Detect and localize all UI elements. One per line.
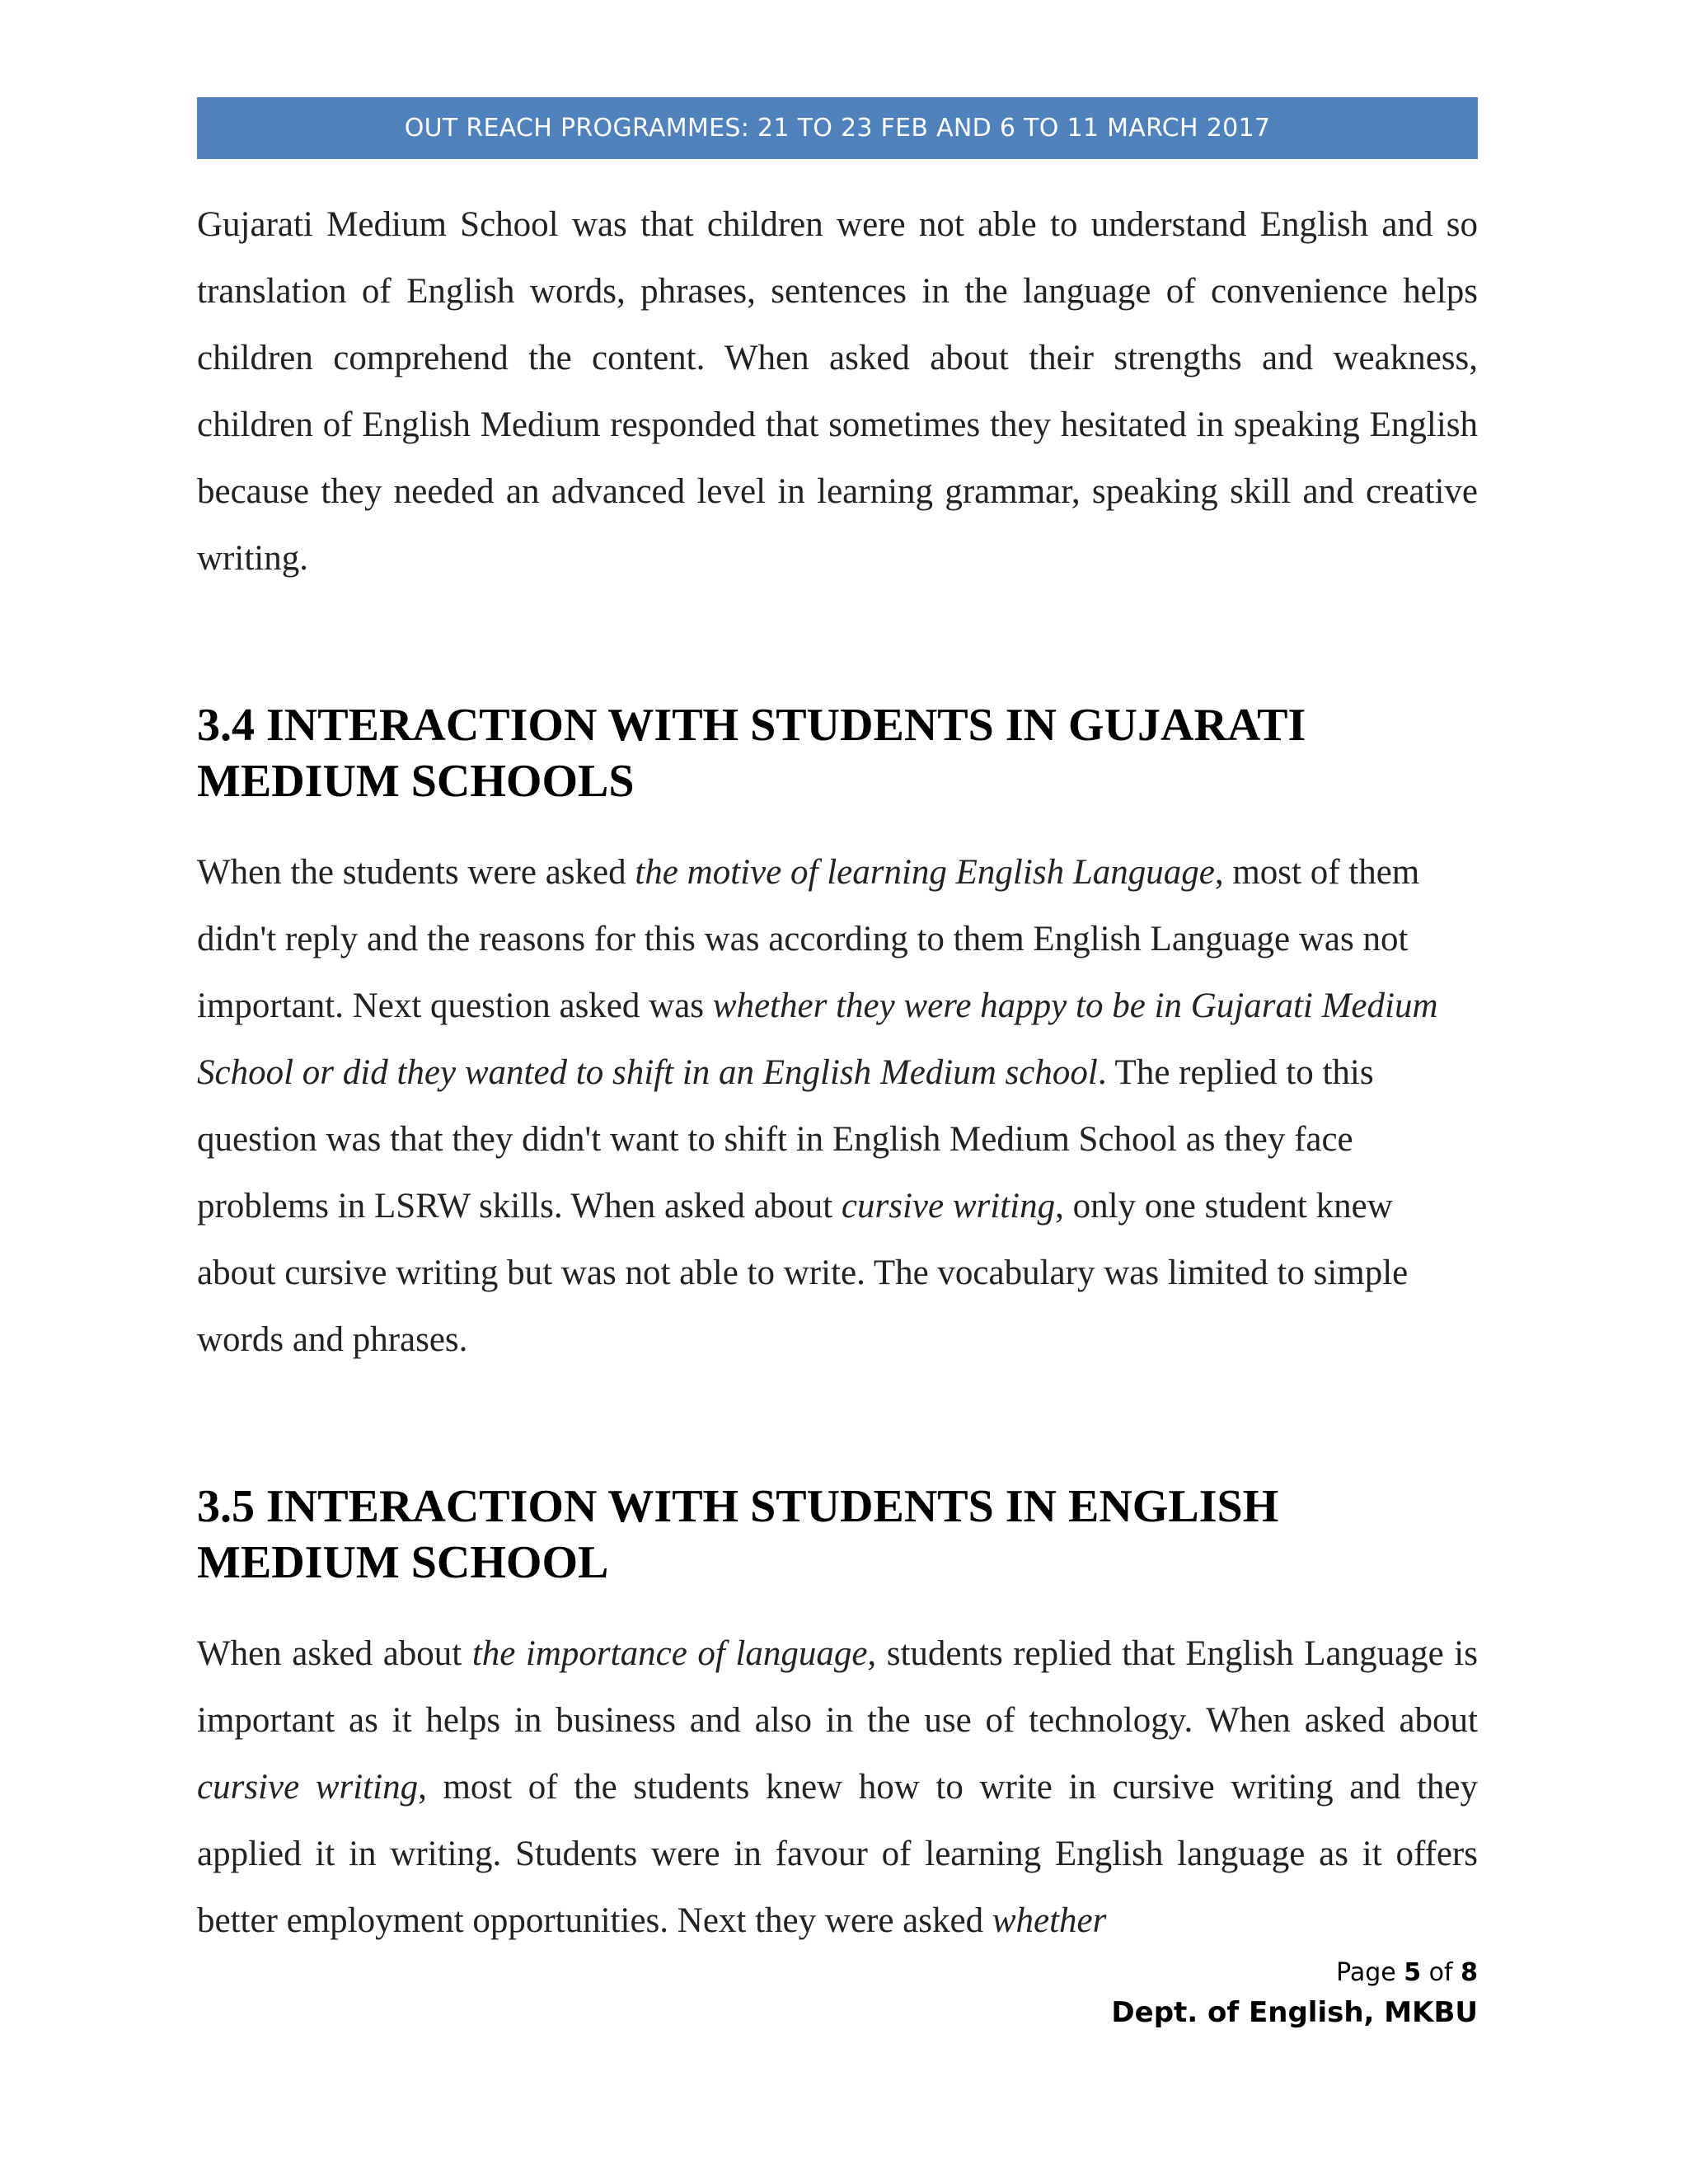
paragraph-continuation: Gujarati Medium School was that children were not able to understand English and so translation of English words, phrases, sentences in the language of convenience helps children comprehend the content. When asked about their strengths and weakness, children of English Medium responded that sometimes they hesitated in speaking English because they needed an advanced level in learning grammar, speaking skill and creative writing. (197, 205, 1478, 578)
department-name: Dept. of English, MKBU (1111, 1996, 1478, 2029)
text-run: students replied that English Language is important as it helps in business and also in the use of technology. When asked about (197, 1634, 1478, 1740)
page-footer (1111, 1957, 1478, 2036)
page-number (1111, 1957, 1478, 1990)
italic-run: cursive writing (197, 1768, 419, 1807)
heading-3-4-line1: 3.4 INTERACTION WITH STUDENTS IN GUJARATI (197, 700, 1306, 751)
text-run: , most of the students knew how to write in cursive writing and they applied it in writing. Students were in favour of learning English language as it offers better employment opportunities. Next they were asked (197, 1768, 1478, 1940)
heading-3-4-line2: MEDIUM SCHOOLS (197, 756, 635, 807)
text-run: , most of them didn't reply and the reasons for this was according to them English Language was not important. Next question asked was (197, 853, 1420, 1025)
page-content (197, 191, 1478, 1954)
italic-run: the motive of learning English Language (635, 853, 1215, 892)
section-heading-3-5 (197, 1479, 1478, 1591)
italic-run: whether (992, 1901, 1107, 1940)
section-heading-3-4 (197, 697, 1478, 809)
text-run: , only one student knew about cursive writing but was not able to write. The vocabulary was limited to simple words and phrases. (197, 1187, 1409, 1359)
paragraph-3-5 (197, 1620, 1478, 1954)
heading-3-5-line1: 3.5 INTERACTION WITH STUDENTS IN ENGLISH (197, 1481, 1279, 1532)
page-label: Page (1336, 1958, 1404, 1987)
italic-run: whether they were happy to be in Gujarati Medium School or did they wanted to shift in an English Medium school (197, 987, 1438, 1092)
paragraph-3-4 (197, 839, 1478, 1373)
page-current: 5 (1404, 1958, 1422, 1987)
text-run: . The replied to this question was that they didn't want to shift in English Medium School as they face problems in LSRW skills. When asked about (197, 1053, 1374, 1226)
text-run: When the students were asked (197, 853, 635, 892)
page-of: of (1421, 1958, 1461, 1987)
header-title: OUT REACH PROGRAMMES: 21 TO 23 FEB AND 6 TO 11 MARCH 2017 (404, 114, 1271, 143)
running-header (197, 97, 1478, 159)
italic-run: the importance of language, (471, 1634, 877, 1673)
italic-run: cursive writing (841, 1187, 1056, 1226)
text-run: When asked about (197, 1634, 472, 1673)
heading-3-5-line2: MEDIUM SCHOOL (197, 1537, 609, 1588)
page-total: 8 (1461, 1958, 1478, 1987)
